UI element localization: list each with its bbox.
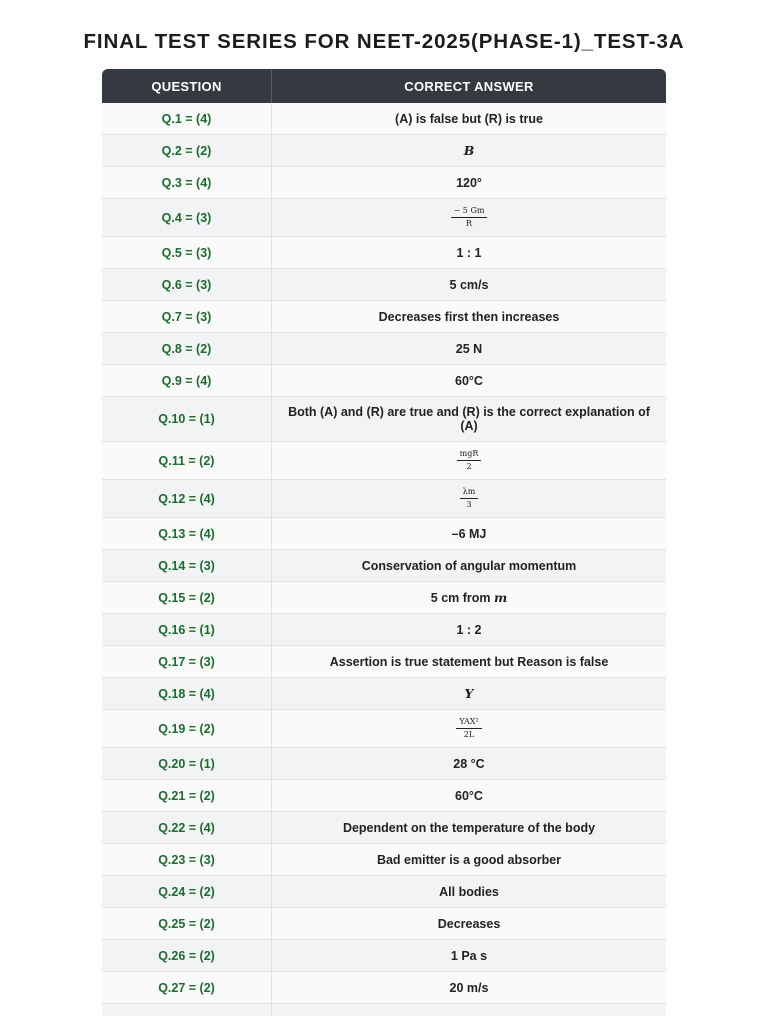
table-row [102,269,666,301]
question-cell: Q.25 = (2) [102,908,272,940]
question-cell: Q.21 = (2) [102,780,272,812]
question-cell: Q.3 = (4) [102,167,272,199]
table-row [102,710,666,748]
question-cell: Q.17 = (3) [102,646,272,678]
answer-variable: m [493,589,508,605]
question-cell: Q.8 = (2) [102,333,272,365]
answer-cell [272,582,666,614]
answer-fraction [460,487,479,510]
question-cell: Q.7 = (3) [102,301,272,333]
answer-cell: Conservation of angular momentum [272,550,666,582]
answer-cell: 5 cm/s [272,269,666,301]
fraction-numerator: YAX² [456,717,481,729]
question-cell: Q.15 = (2) [102,582,272,614]
table-row [102,844,666,876]
question-cell: Q.1 = (4) [102,103,272,135]
table-row [102,812,666,844]
answer-cell [272,135,666,167]
answer-cell [272,710,666,748]
table-row [102,876,666,908]
table-row [102,480,666,518]
table-row [102,333,666,365]
table-row [102,442,666,480]
question-cell: Q.9 = (4) [102,365,272,397]
fraction-denominator: R [465,219,472,228]
answer-cell: 20 m/s [272,972,666,1004]
answer-cell: 1 Pa s [272,940,666,972]
table-header-row [102,69,666,103]
answer-cell [272,442,666,480]
table-row [102,397,666,442]
table-row [102,972,666,1004]
table-row [102,582,666,614]
question-cell: Q.13 = (4) [102,518,272,550]
question-cell: Q.12 = (4) [102,480,272,518]
answer-cell: 28 °C [272,748,666,780]
page-title: FINAL TEST SERIES FOR NEET-2025(PHASE-1)_TEST-3A [83,30,685,53]
question-cell: Q.14 = (3) [102,550,272,582]
table-row [102,678,666,710]
answer-cell: 1 : 1 [272,237,666,269]
answer-fraction [451,206,488,229]
question-cell: Q.10 = (1) [102,397,272,442]
question-cell: Q.23 = (3) [102,844,272,876]
table-row [102,167,666,199]
answer-cell [272,199,666,237]
answer-cell: Decreases [272,908,666,940]
answer-cell: –6 MJ [272,518,666,550]
question-cell: Q.4 = (3) [102,199,272,237]
table-row-partial [102,1004,666,1016]
table-row [102,908,666,940]
table-row [102,646,666,678]
question-cell: Q.20 = (1) [102,748,272,780]
answer-cell: (A) is false but (R) is true [272,103,666,135]
question-cell: Q.19 = (2) [102,710,272,748]
table-row [102,550,666,582]
answer-column-header: CORRECT ANSWER [272,69,666,103]
table-row [102,748,666,780]
table-row [102,135,666,167]
question-cell: Q.6 = (3) [102,269,272,301]
question-cell [102,1004,272,1016]
answer-cell: All bodies [272,876,666,908]
answer-cell: Both (A) and (R) are true and (R) is the correct explanation of (A) [272,397,666,442]
answer-key-table [102,69,666,1016]
fraction-numerator: λm [460,487,479,499]
answer-cell [272,480,666,518]
answer-cell [272,1004,666,1016]
question-cell: Q.24 = (2) [102,876,272,908]
answer-fraction [457,449,482,472]
table-row [102,301,666,333]
answer-cell: Decreases first then increases [272,301,666,333]
answer-cell: 60°C [272,780,666,812]
table-row [102,518,666,550]
table-row [102,365,666,397]
question-column-header: QUESTION [102,69,272,103]
question-cell: Q.27 = (2) [102,972,272,1004]
answer-cell: 60°C [272,365,666,397]
question-cell: Q.18 = (4) [102,678,272,710]
table-row [102,103,666,135]
fraction-numerator: − 5 Gm [451,206,488,218]
fraction-denominator: 2L [463,730,475,739]
question-cell: Q.2 = (2) [102,135,272,167]
answer-text: 5 cm from [430,590,494,605]
answer-cell: Assertion is true statement but Reason is false [272,646,666,678]
answer-cell: 1 : 2 [272,614,666,646]
table-row [102,780,666,812]
answer-cell: 120° [272,167,666,199]
question-cell: Q.11 = (2) [102,442,272,480]
fraction-denominator: 3 [466,500,472,509]
answer-fraction [456,717,481,740]
fraction-denominator: 2 [466,462,472,471]
table-row [102,199,666,237]
answer-cell [272,678,666,710]
question-cell: Q.26 = (2) [102,940,272,972]
table-row [102,940,666,972]
answer-cell: Bad emitter is a good absorber [272,844,666,876]
table-row [102,237,666,269]
answer-variable: B [463,142,475,158]
question-cell: Q.5 = (3) [102,237,272,269]
fraction-numerator: mgR [457,449,482,461]
answer-cell: Dependent on the temperature of the body [272,812,666,844]
question-cell: Q.16 = (1) [102,614,272,646]
question-cell: Q.22 = (4) [102,812,272,844]
answer-cell: 25 N [272,333,666,365]
answer-variable: Y [464,685,474,701]
table-row [102,614,666,646]
